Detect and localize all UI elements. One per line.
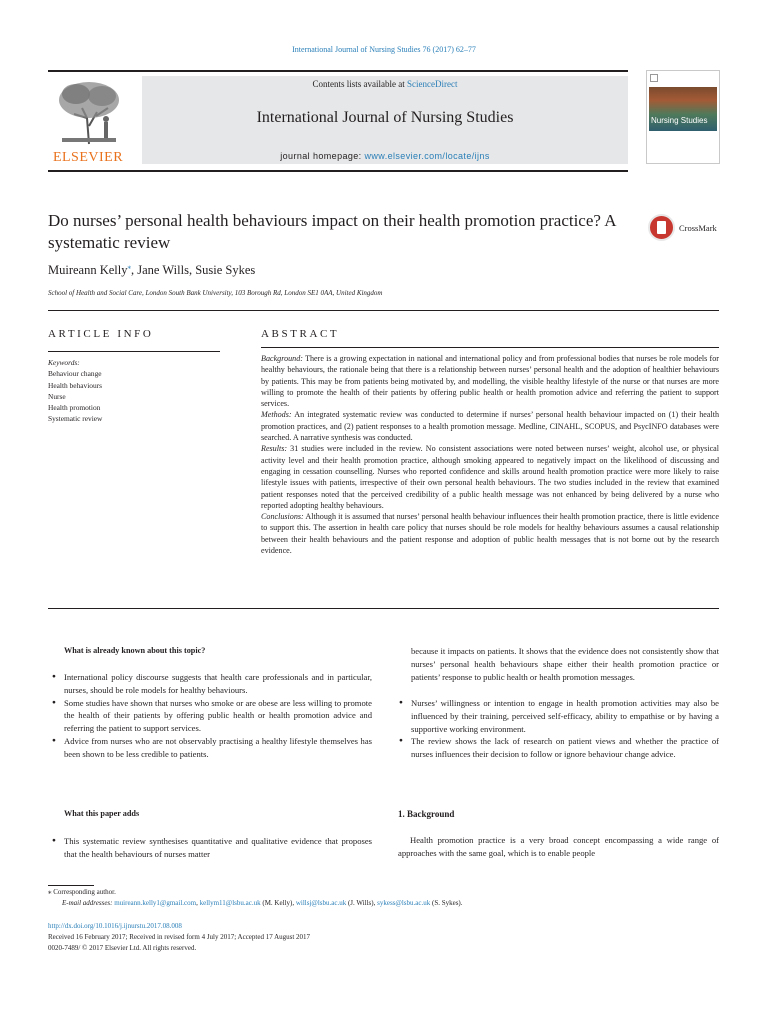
copyright-line: 0020-7489/ © 2017 Elsevier Ltd. All rights reserved. [48, 944, 197, 952]
header-divider [48, 310, 719, 311]
abstract-body [261, 353, 719, 556]
keyword: Health behaviours [48, 380, 102, 390]
adds-box-list-right [397, 697, 719, 761]
crossmark-badge[interactable] [648, 214, 728, 242]
list-item: ● The review shows the lack of research on patient views and whether the practice of nurses influences their decision to follow or ignore behaviour change advice. [397, 735, 719, 761]
affiliation: School of Health and Social Care, London South Bank University, 103 Borough Rd, London SE1 0AA, United Kingdom [48, 289, 383, 297]
email-link[interactable]: kellym11@lsbu.ac.uk [199, 899, 261, 907]
contents-line [142, 79, 628, 89]
article-info-rule [48, 351, 220, 352]
author-kelly: Muireann Kelly [48, 263, 128, 278]
abstract-bottom-rule [48, 608, 719, 609]
author-list [48, 263, 255, 278]
abstract-label: Background: [261, 354, 303, 363]
email-addresses [62, 898, 463, 908]
adds-box-continuation: because it impacts on patients. It shows that the evidence does not consistently show that nurses’ personal health behaviours shape either their health promotion practice or patients’ response to public health or health promotion messages. [411, 646, 719, 682]
abstract-text: There is a growing expectation in national and international policy and from professional bodies that nurses be role models for healthy behaviours, the rationale being that there is a relationship between nurses’ personal health and the adoption of healthier behaviours by patients. This may be from patients being motivated by, and modelling, the visible healthy lifestyle of the nurse or that nurses are more willing to promote the health of their patients by offering public health or health promotion advice and referring the patient to support services. [261, 354, 719, 409]
list-item: ● Nurses’ willingness or intention to engage in health promotion activities may also be influenced by their training, perceived self-efficacy, ability to empathise or by having a supportive working environment. [397, 697, 719, 735]
keywords-label: Keywords: [48, 358, 80, 367]
abstract-text: Although it is assumed that nurses’ personal health behaviour influences their health promotion practice, there is little evidence to support this. The assertion in health care policy that nurses should be role models for healthy behaviours assumes a causal relationship between their health behaviours and the patient response and adoption of public health messages that is not borne out by the research evidence. [261, 512, 719, 556]
abstract-methods [261, 409, 719, 443]
corresponding-author-note: ⁎ Corresponding author. [48, 888, 116, 896]
journal-cover-thumbnail[interactable] [646, 70, 720, 164]
list-item: ● This systematic review synthesises quantitative and qualitative evidence that proposes that the health behaviours of nurses matter [50, 835, 372, 861]
background-paragraph: Health promotion practice is a very broad concept encompassing a wide range of approaches with the same goal, which is to enable people [398, 835, 719, 858]
abstract-label: Conclusions: [261, 512, 304, 522]
adds-box-list-left [50, 835, 372, 861]
masthead-bottom-rule [48, 170, 628, 172]
email-label: E-mail addresses: [62, 899, 113, 907]
abstract-conclusions [261, 511, 719, 556]
keyword: Behaviour change [48, 369, 102, 379]
authors-rest: , Jane Wills, Susie Sykes [131, 263, 256, 278]
abstract-results [261, 443, 719, 511]
email-owner: (M. Kelly), [260, 899, 296, 907]
masthead-top-rule [48, 70, 628, 72]
paper-title: Do nurses’ personal health behaviours impact on their health promotion practice? A systematic review [48, 211, 616, 252]
elsevier-logo [48, 78, 130, 164]
article-info-heading: ARTICLE INFO [48, 328, 154, 340]
email-owner: (S. Sykes). [430, 899, 463, 907]
adds-box-title: What this paper adds [64, 809, 140, 818]
keyword: Nurse [48, 391, 66, 401]
cover-emblem-icon [650, 74, 658, 82]
abstract-text: 31 studies were included in the review. No consistent associations were noted between nurses’ weight, alcohol use, or physical activity level and their health promotion practice, although smoking appeared to negatively impact on the likelihood of discussing and engaging in cessation counselling. Nurses who reported confidence and skills around health promotion practice were more likely to raise lifestyle issues with patients, irrespective of their own personal health behaviours. The two studies included in the review that examined patient responses noted that the perceived credibility of a public health message was not enhanced by being delivered by a nurse who reported adopting healthy behaviours. [261, 444, 719, 510]
abstract-label: Methods: [261, 410, 292, 420]
email-owner: (J. Wills), [346, 899, 378, 907]
elsevier-tree-icon [52, 78, 126, 148]
received-dates: Received 16 February 2017; Received in revised form 4 July 2017; Accepted 17 August 2017 [48, 933, 311, 941]
sciencedirect-link[interactable]: ScienceDirect [407, 79, 458, 89]
homepage-line [142, 151, 628, 161]
footnote-rule [48, 885, 94, 886]
email-separator: , [196, 899, 200, 907]
journal-title: International Journal of Nursing Studies [256, 109, 514, 126]
homepage-prefix: journal homepage: [280, 151, 362, 161]
email-link[interactable]: sykess@lsbu.ac.uk [377, 899, 431, 907]
email-link[interactable]: muireann.kelly1@gmail.com [114, 899, 197, 907]
keywords-block [48, 357, 220, 425]
section-heading-background: 1. Background [398, 809, 455, 819]
contents-prefix: Contents lists available at [312, 79, 405, 89]
list-item: ● International policy discourse suggests that health care professionals and in particular, nurses, should be role models for healthy behaviours. [50, 671, 372, 697]
list-item: ● Advice from nurses who are not observably practising a healthy lifestyle themselves has been shown to be less credible to patients. [50, 735, 372, 761]
crossmark-label: CrossMark [679, 223, 717, 233]
abstract-label: Results: [261, 444, 288, 454]
keyword: Systematic review [48, 414, 103, 424]
abstract-background [261, 353, 719, 409]
abstract-text: An integrated systematic review was conducted to determine if nurses’ personal health behaviour impacted on (1) their health promotion practices, and (2) patient responses to a health promotion message. Medline, CINAHL, SCOPUS, and PsycINFO databases were searched. A narrative synthesis was conducted. [261, 410, 719, 443]
crossmark-icon [648, 214, 675, 241]
cover-title: Nursing Studies [651, 116, 708, 125]
keyword: Health promotion [48, 403, 101, 413]
abstract-heading: ABSTRACT [261, 328, 340, 340]
email-link[interactable]: willsj@lsbu.ac.uk [295, 899, 347, 907]
journal-masthead [142, 76, 628, 164]
known-box-list [50, 671, 372, 761]
doi-link[interactable]: http://dx.doi.org/10.1016/j.ijnurstu.2017.08.008 [48, 922, 182, 930]
abstract-rule [261, 347, 719, 348]
elsevier-wordmark: ELSEVIER [52, 150, 124, 165]
journal-citation[interactable]: International Journal of Nursing Studies 76 (2017) 62–77 [292, 45, 476, 54]
homepage-link[interactable]: www.elsevier.com/locate/ijns [364, 151, 490, 161]
corresponding-author-mark[interactable]: ⁎ [127, 263, 131, 271]
known-box-title: What is already known about this topic? [64, 646, 206, 655]
list-item: ● Some studies have shown that nurses who smoke or are obese are less willing to promote the health of their patients by offering public health or health promotion advice and referring the patient to support services. [50, 697, 372, 735]
